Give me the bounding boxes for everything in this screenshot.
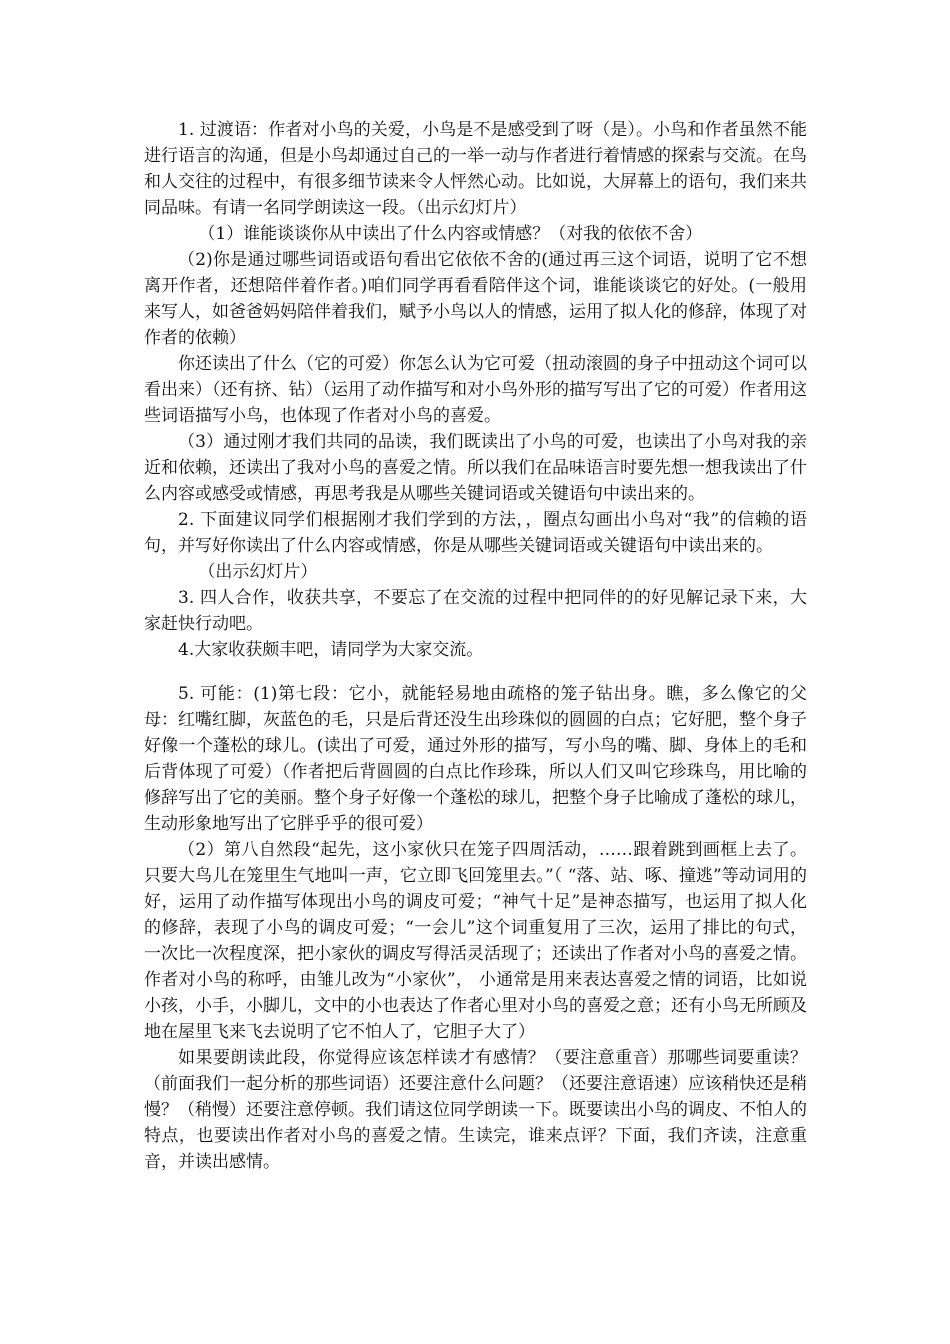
paragraph-question-2: （2)你是通过哪些词语或语句看出它依依不舍的(通过再三这个词语，说明了它不想离开作者，还想陪伴着作者。)咱们同学再看看陪伴这个词，谁能谈谈它的好处。(一般用来写人，如爸爸妈妈陪伴着我们，赋予小鸟以人的情感，运用了拟人化的修辞，体现了对作者的依赖） bbox=[144, 250, 807, 348]
paragraph-reading-guide: 如果要朗读此段，你觉得应该怎样读才有感情？（要注意重音）那哪些词要重读？（前面我们一起分析的那些词语）还要注意什么问题？（还要注意语速）应该稍快还是稍慢？（稍慢）还要注意停顿。我们请这位同学朗读一下。既要读出小鸟的调皮、不怕人的特点，也要读出作者对小鸟的喜爱之情。生读完，谁来点评？下面，我们齐读，注意重音，并读出感情。 bbox=[144, 1048, 807, 1172]
paragraph-question-1: （1）谁能谈谈你从中读出了什么内容或情感？（对我的依依不舍） bbox=[198, 224, 703, 244]
paragraph-step-3: 3. 四人合作，收获共享，不要忘了在交流的过程中把同伴的的好见解记录下来，大家赶快行动吧。 bbox=[144, 588, 807, 634]
paragraph-section-8: （2）第八自然段“起先，这小家伙只在笼子四周活动，……跟着跳到画框上去了。只要大鸟儿在笼里生气地叫一声，它立即飞回笼里去。”（ “落、站、啄、撞逃”等动词用的好，运用了动作描写体现出小鸟的调皮可爱；“神气十足”是神态描写，也运用了拟人化的修辞，表现了小鸟的调皮可爱；“一会儿”这个词重复用了三次，运用了排比的句式，一次比一次程度深，把小家伙的调皮写得活灵活现了；还读出了作者对小鸟的喜爱之情。作者对小鸟的称呼，由雏儿改为“小家伙”， 小通常是用来表达喜爱之情的词语，比如说小孩，小手，小脚儿，文中的小也表达了作者心里对小鸟的喜爱之意；还有小鸟无所顾及地在屋里飞来飞去说明了它不怕人了，它胆子大了） bbox=[144, 840, 807, 1042]
paragraph-slide-note: （出示幻灯片） bbox=[198, 562, 318, 582]
paragraph-step-2: 2. 下面建议同学们根据刚才我们学到的方法，，圈点勾画出小鸟对“我”的信赖的语句，并写好你读出了什么内容或情感，你是从哪些关键词语或关键语句中读出来的。 bbox=[144, 510, 807, 556]
paragraph-step-4: 4.大家收获颇丰吧，请同学为大家交流。 bbox=[178, 640, 484, 660]
paragraph-cute: 你还读出了什么（它的可爱）你怎么认为它可爱（扭动滚圆的身子中扭动这个词可以看出来）（还有挤、钻）（运用了动作描写和对小鸟外形的描写写出了它的可爱）作者用这些词语描写小鸟，也体现了作者对小鸟的喜爱。 bbox=[144, 354, 807, 426]
paragraph-transition: 1. 过渡语：作者对小鸟的关爱，小鸟是不是感受到了呀（是）。小鸟和作者虽然不能进行语言的沟通，但是小鸟却通过自己的一举一动与作者进行着情感的探索与交流。在鸟和人交往的过程中，有很多细节读来令人怦然心动。比如说，大屏幕上的语句，我们来共同品味。有请一名同学朗读这一段。（出示幻灯片） bbox=[144, 120, 807, 218]
paragraph-step-5: 5. 可能：(1)第七段：它小，就能轻易地由疏格的笼子钻出身。瞧，多么像它的父母：红嘴红脚，灰蓝色的毛，只是后背还没生出珍珠似的圆圆的白点；它好肥，整个身子好像一个蓬松的球儿。(读出了可爱，通过外形的描写，写小鸟的嘴、脚、身体上的毛和后背体现了可爱）（作者把后背圆圆的白点比作珍珠，所以人们又叫它珍珠鸟，用比喻的修辞写出了它的美丽。整个身子好像一个蓬松的球儿，把整个身子比喻成了蓬松的球儿，生动形象地写出了它胖乎乎的很可爱） bbox=[144, 684, 807, 834]
document-body bbox=[144, 117, 807, 1175]
paragraph-question-3: （3）通过刚才我们共同的品读，我们既读出了小鸟的可爱，也读出了小鸟对我的亲近和依赖，还读出了我对小鸟的喜爱之情。所以我们在品味语言时要先想一想我读出了什么内容或感受或情感，再思考我是从哪些关键词语或关键语句中读出来的。 bbox=[144, 432, 807, 504]
